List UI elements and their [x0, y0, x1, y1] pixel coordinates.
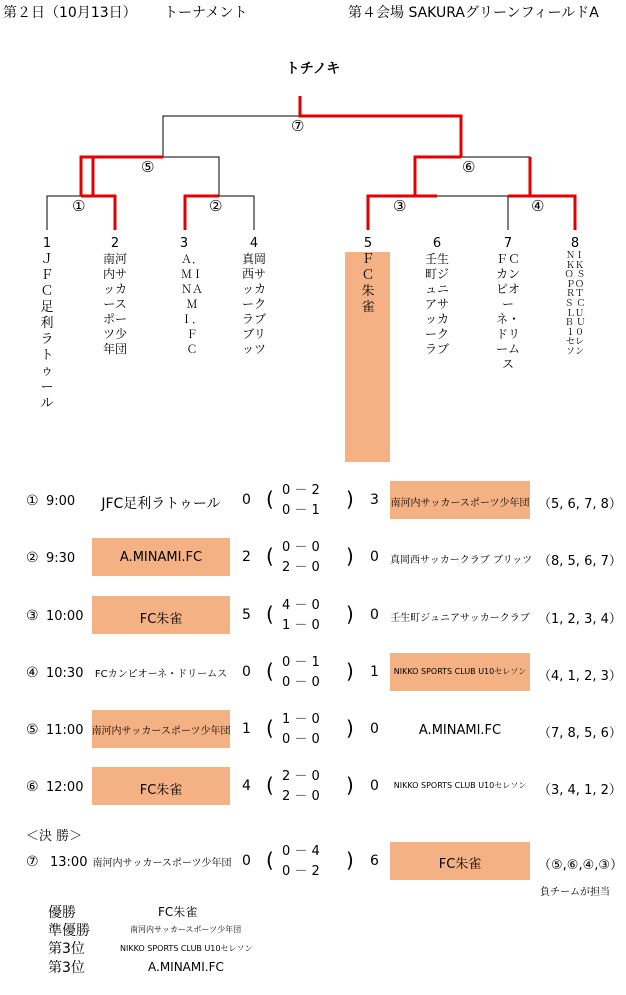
open-paren: (	[266, 544, 274, 568]
team1-name: FC朱雀	[139, 612, 183, 627]
match-time: 9:30	[46, 551, 76, 566]
team2-name: A.MINAMI.FC	[418, 723, 502, 738]
match-time: 10:30	[46, 666, 84, 681]
team2-score: 0	[370, 721, 379, 737]
semi-label-5: ⑤	[141, 158, 155, 176]
team-2	[103, 236, 127, 357]
match-time: 10:00	[46, 609, 84, 624]
header-day: 第２日（10月13日）	[3, 5, 137, 21]
team2-score: 0	[370, 549, 379, 565]
team1-score: 0	[242, 492, 251, 508]
team1-score: 0	[242, 853, 251, 869]
match-time: 9:00	[46, 494, 76, 509]
bracket-title: トチノキ	[285, 61, 341, 77]
match-number: ①	[26, 493, 39, 509]
team1-name: FCカンピオーネ・ドリームス	[94, 669, 228, 680]
match-row	[0, 596, 626, 636]
result-team-2: 南河内サッカースポーツ少年団	[130, 925, 242, 934]
open-paren: (	[266, 773, 274, 797]
set-score-1: 0 － 4	[282, 844, 320, 859]
referee-note: 負チームが担当	[540, 887, 610, 898]
referee-teams: （7, 8, 5, 6）	[538, 726, 622, 741]
team1-name: A.MINAMI.FC	[119, 550, 203, 565]
result-team-1: FC朱雀	[158, 905, 198, 919]
team2-name: NIKKO SPORTS CLUB U10セレソン	[393, 781, 527, 790]
team-8	[563, 236, 587, 358]
set-score-2: 0 － 1	[282, 503, 320, 518]
close-paren: )	[346, 487, 354, 511]
result-label-2: 準優勝	[48, 923, 90, 939]
match-row	[0, 767, 626, 807]
r1-label-3: ③	[393, 197, 407, 215]
match-time: 11:00	[46, 723, 84, 738]
team-4	[242, 236, 266, 357]
team2-score: 1	[370, 664, 379, 680]
team-7	[496, 236, 520, 372]
result-label-3: 第3位	[48, 941, 85, 957]
close-paren: )	[346, 544, 354, 568]
match-number: ②	[26, 550, 39, 566]
result-team-3: NIKKO SPORTS CLUB U10セレソン	[120, 944, 253, 953]
final-row	[0, 842, 626, 882]
referee-teams: （4, 1, 2, 3）	[538, 669, 622, 684]
referee-teams: （5, 6, 7, 8）	[538, 497, 622, 512]
team2-score: 0	[370, 607, 379, 623]
team-number: 2	[110, 236, 120, 251]
set-score-1: 4 － 0	[282, 598, 320, 613]
result-label-4: 第3位	[48, 960, 85, 976]
referee-teams: （1, 2, 3, 4）	[538, 612, 622, 627]
r1-label-2: ②	[209, 197, 223, 215]
team1-score: 2	[242, 549, 251, 565]
close-paren: )	[346, 659, 354, 683]
set-score-1: 2 － 0	[282, 769, 320, 784]
team-name: 真岡西サッカークラブ ブリッツ	[242, 252, 267, 356]
match-number: ⑦	[26, 854, 39, 870]
team1-name: FC朱雀	[139, 783, 183, 798]
team-number: 5	[363, 236, 373, 251]
open-paren: (	[266, 716, 274, 740]
match-number: ④	[26, 665, 39, 681]
team-name: ＪＦＣ足利ラトゥール	[40, 252, 54, 411]
match-number: ③	[26, 608, 39, 624]
team-number: 1	[42, 236, 52, 251]
header-type: トーナメント	[164, 5, 248, 21]
team2-name: FC朱雀	[438, 857, 482, 872]
final-heading: ＜決 勝＞	[26, 829, 83, 844]
referee-teams: （3, 4, 1, 2）	[538, 783, 622, 798]
result-label-1: 優勝	[48, 905, 76, 921]
semi-label-6: ⑥	[462, 158, 476, 176]
referee-teams: （⑤,⑥,④,③）	[538, 858, 624, 873]
team-number: 3	[179, 236, 189, 251]
close-paren: )	[346, 848, 354, 872]
team2-name: 真岡西サッカークラブ ブリッツ	[390, 555, 533, 566]
set-score-1: 1 － 0	[282, 712, 320, 727]
team-name: 南河内サッカースポーツ少年団	[103, 252, 128, 356]
team2-score: 0	[370, 778, 379, 794]
match-number: ⑥	[26, 779, 39, 795]
team-name: ＦＣ朱雀	[361, 252, 375, 315]
team1-name: JFC足利ラトゥール	[101, 496, 221, 512]
team-number: 6	[432, 236, 442, 251]
set-score-1: 0 － 2	[282, 483, 320, 498]
close-paren: )	[346, 716, 354, 740]
set-score-1: 0 － 1	[282, 655, 320, 670]
match-row	[0, 653, 626, 693]
team2-name: 南河内サッカースポーツ少年団	[390, 498, 530, 509]
header-venue: 第４会場 SAKURAグリーンフィールドA	[348, 5, 599, 21]
match-time: 12:00	[46, 780, 84, 795]
team-name: ＦＣカンピオーネ・ドリームス	[496, 252, 521, 371]
team1-name: 南河内サッカースポーツ少年団	[91, 726, 231, 737]
set-score-2: 0 － 2	[282, 864, 320, 879]
final-label: ⑦	[291, 117, 305, 135]
team-3	[172, 236, 212, 357]
team1-score: 0	[242, 664, 251, 680]
open-paren: (	[266, 659, 274, 683]
team1-score: 5	[242, 607, 251, 623]
close-paren: )	[346, 602, 354, 626]
team-number: 4	[249, 236, 259, 251]
team-6	[425, 236, 449, 357]
open-paren: (	[266, 487, 274, 511]
set-score-2: 0 － 0	[282, 675, 320, 690]
result-team-4: A.MINAMI.FC	[148, 960, 224, 974]
set-score-2: 1 － 0	[282, 618, 320, 633]
team1-name: 南河内サッカースポーツ少年団	[92, 858, 232, 869]
team2-name: NIKKO SPORTS CLUB U10セレソン	[393, 667, 527, 676]
team2-name: 壬生町ジュニアサッカークラブ	[390, 613, 530, 624]
match-row	[0, 710, 626, 750]
team2-score: 6	[370, 853, 379, 869]
team1-score: 4	[242, 778, 251, 794]
team-number: 8	[570, 236, 580, 251]
team-name: ＮＩＫＫＯ ＳＰＯＲＴＳ ＣＬＵＢ Ｕ１０セレソン	[564, 251, 586, 357]
set-score-1: 0 － 0	[282, 540, 320, 555]
team1-score: 1	[242, 721, 251, 737]
set-score-2: 2 － 0	[282, 560, 320, 575]
open-paren: (	[266, 848, 274, 872]
team-number: 7	[503, 236, 513, 251]
team-1	[35, 236, 59, 412]
r1-label-1: ①	[72, 197, 86, 215]
open-paren: (	[266, 602, 274, 626]
referee-teams: （8, 5, 6, 7）	[538, 554, 622, 569]
set-score-2: 0 － 0	[282, 732, 320, 747]
match-time: 13:00	[50, 855, 88, 870]
close-paren: )	[346, 773, 354, 797]
team-name: Ａ．ＭＩＮＡＭＩ．Ｆ Ｃ	[181, 253, 203, 356]
team-5	[356, 236, 380, 316]
match-row	[0, 538, 626, 578]
team-name: 壬生町ジュニアサッカークラブ	[425, 252, 450, 356]
match-number: ⑤	[26, 722, 39, 738]
set-score-2: 2 － 0	[282, 789, 320, 804]
match-row	[0, 481, 626, 521]
team2-score: 3	[370, 492, 379, 508]
r1-label-4: ④	[531, 197, 545, 215]
